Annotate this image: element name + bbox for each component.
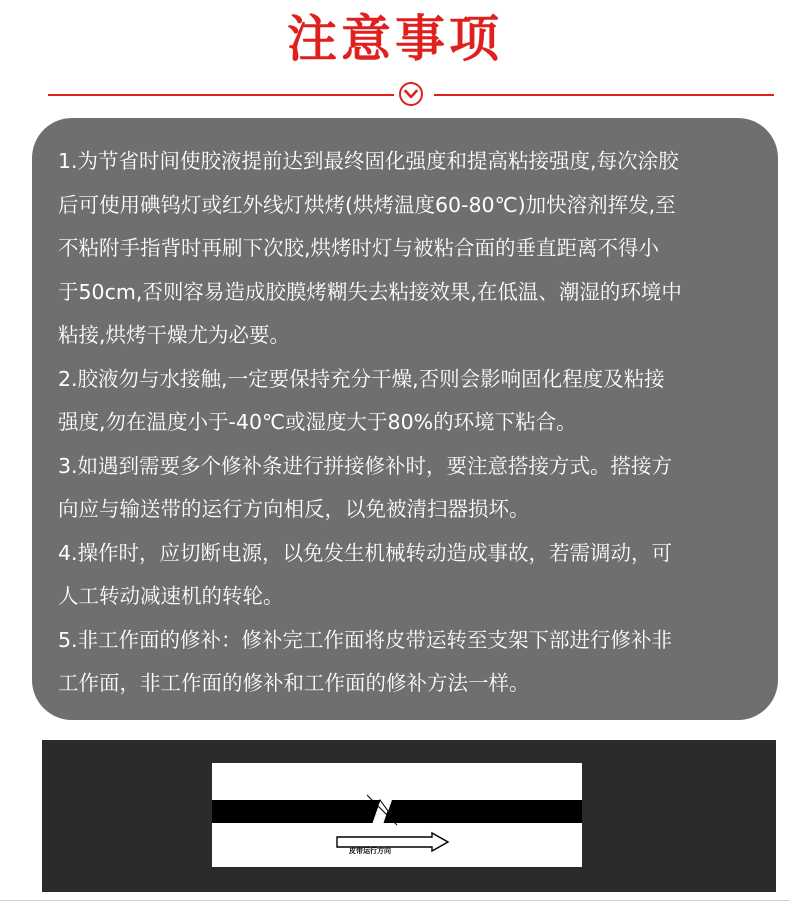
note-line: 粘接,烘烤干燥尤为必要。	[58, 323, 291, 347]
title-divider	[0, 78, 790, 112]
note-line: 强度,勿在温度小于-40℃或湿度大于80%的环境下粘合。	[58, 410, 577, 434]
note-line: 3.如遇到需要多个修补条进行拼接修补时，要注意搭接方式。搭接方	[58, 453, 673, 478]
note-line: 向应与输送带的运行方向相反，以免被清扫器损坏。	[58, 497, 530, 521]
note-line: 5.非工作面的修补：修补完工作面将皮带运转至支架下部进行修补非	[58, 627, 673, 652]
divider-line-right	[434, 94, 774, 96]
direction-arrow-label: 皮带运行方向	[349, 847, 391, 855]
note-line: 2.胶液勿与水接触,一定要保持充分干燥,否则会影响固化程度及粘接	[58, 366, 665, 391]
divider-line-left	[48, 94, 394, 96]
note-line: 后可使用碘钨灯或红外线灯烘烤(烘烤温度60-80℃)加快溶剂挥发,至	[58, 192, 676, 217]
notes-text	[58, 140, 758, 706]
note-line: 于50cm,否则容易造成胶膜烤糊失去粘接效果,在低温、潮湿的环境中	[58, 279, 682, 304]
note-line: 不粘附手指背时再刷下次胶,烘烤时灯与被粘合面的垂直距离不得小	[58, 236, 660, 260]
note-line: 1.为节省时间使胶液提前达到最终固化强度和提高粘接强度,每次涂胶	[58, 149, 679, 173]
page-title: 注意事项	[287, 10, 503, 68]
note-line: 人工转动减速机的转轮。	[58, 584, 284, 608]
note-line: 工作面，非工作面的修补和工作面的修补方法一样。	[58, 671, 530, 695]
chevron-down-icon	[398, 81, 424, 107]
bottom-rule	[0, 900, 790, 901]
note-line: 4.操作时，应切断电源，以免发生机械转动造成事故，若需调动，可	[58, 540, 673, 565]
